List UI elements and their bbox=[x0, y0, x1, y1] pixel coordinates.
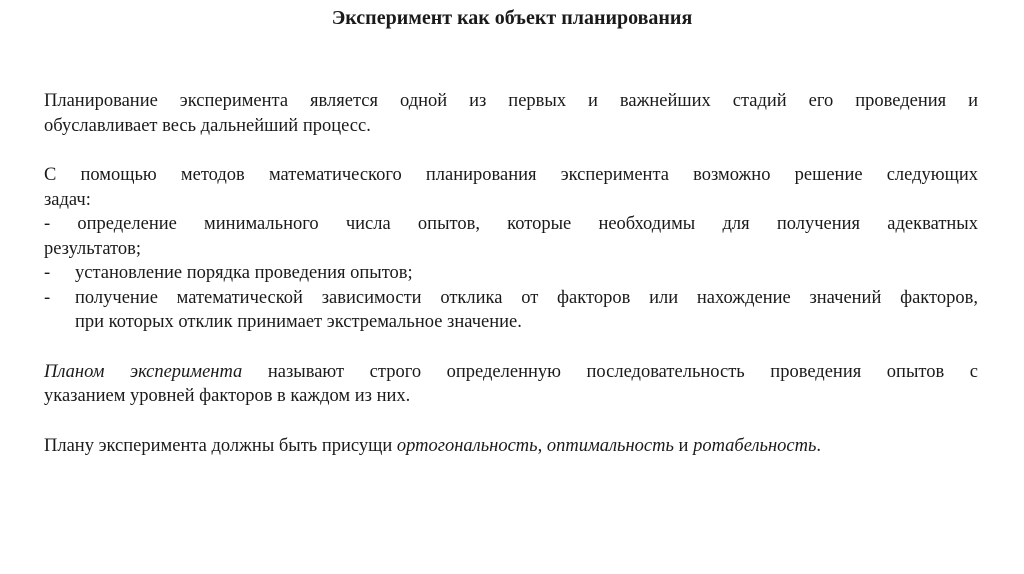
paragraph-tasks bbox=[44, 163, 978, 335]
term-optimality: оптимальность bbox=[546, 435, 674, 456]
text-line: С помощью методов математического планирования эксперимента возможно решение следующих bbox=[44, 165, 978, 185]
slide-title: Эксперимент как объект планирования bbox=[331, 7, 693, 29]
text-line bbox=[44, 434, 978, 459]
text-line: получение математической зависимости отклика от факторов или нахождение значений факторов, bbox=[75, 287, 978, 308]
text-span: . bbox=[816, 435, 821, 456]
paragraph-gap bbox=[44, 335, 978, 360]
text-line: обуславливает весь дальнейший процесс. bbox=[44, 115, 371, 136]
text-line: Планирование эксперимента является одной из первых и важнейших стадий его проведения и bbox=[44, 91, 978, 111]
paragraph-plan-properties bbox=[44, 434, 978, 459]
task-text: установление порядка проведения опытов; bbox=[75, 263, 413, 283]
text-line: - определение минимального числа опытов, которые необходимы для получения адекватных bbox=[44, 214, 978, 234]
task-text bbox=[75, 286, 978, 335]
text-span: и bbox=[673, 435, 694, 456]
text-line: при которых отклик принимает экстремальное значение. bbox=[75, 312, 522, 332]
task-item-min-experiments bbox=[44, 212, 978, 261]
paragraph-gap bbox=[44, 138, 978, 163]
text-span: называют строго определенную последовательность проведения опытов с bbox=[242, 361, 978, 382]
task-item-order bbox=[44, 261, 978, 286]
text-line: задач: bbox=[44, 189, 91, 210]
text-line: результатов; bbox=[44, 238, 142, 259]
paragraph-planning-importance bbox=[44, 89, 978, 138]
paragraph-gap bbox=[44, 409, 978, 434]
slide-body bbox=[44, 89, 978, 458]
bullet-dash: - bbox=[44, 287, 51, 308]
term-orthogonality: ортогональность bbox=[396, 435, 538, 456]
text-span: , bbox=[537, 435, 547, 456]
term-plan: Планом эксперимента bbox=[44, 361, 243, 382]
task-item-dependency bbox=[44, 286, 978, 335]
text-line bbox=[44, 360, 978, 385]
text-line: указанием уровней факторов в каждом из них. bbox=[44, 386, 411, 406]
paragraph-plan-definition bbox=[44, 360, 978, 409]
bullet-dash: - bbox=[44, 263, 51, 283]
term-rotatability: ротабельность bbox=[693, 435, 817, 456]
text-span: Плану эксперимента должны быть присущи bbox=[44, 435, 397, 456]
